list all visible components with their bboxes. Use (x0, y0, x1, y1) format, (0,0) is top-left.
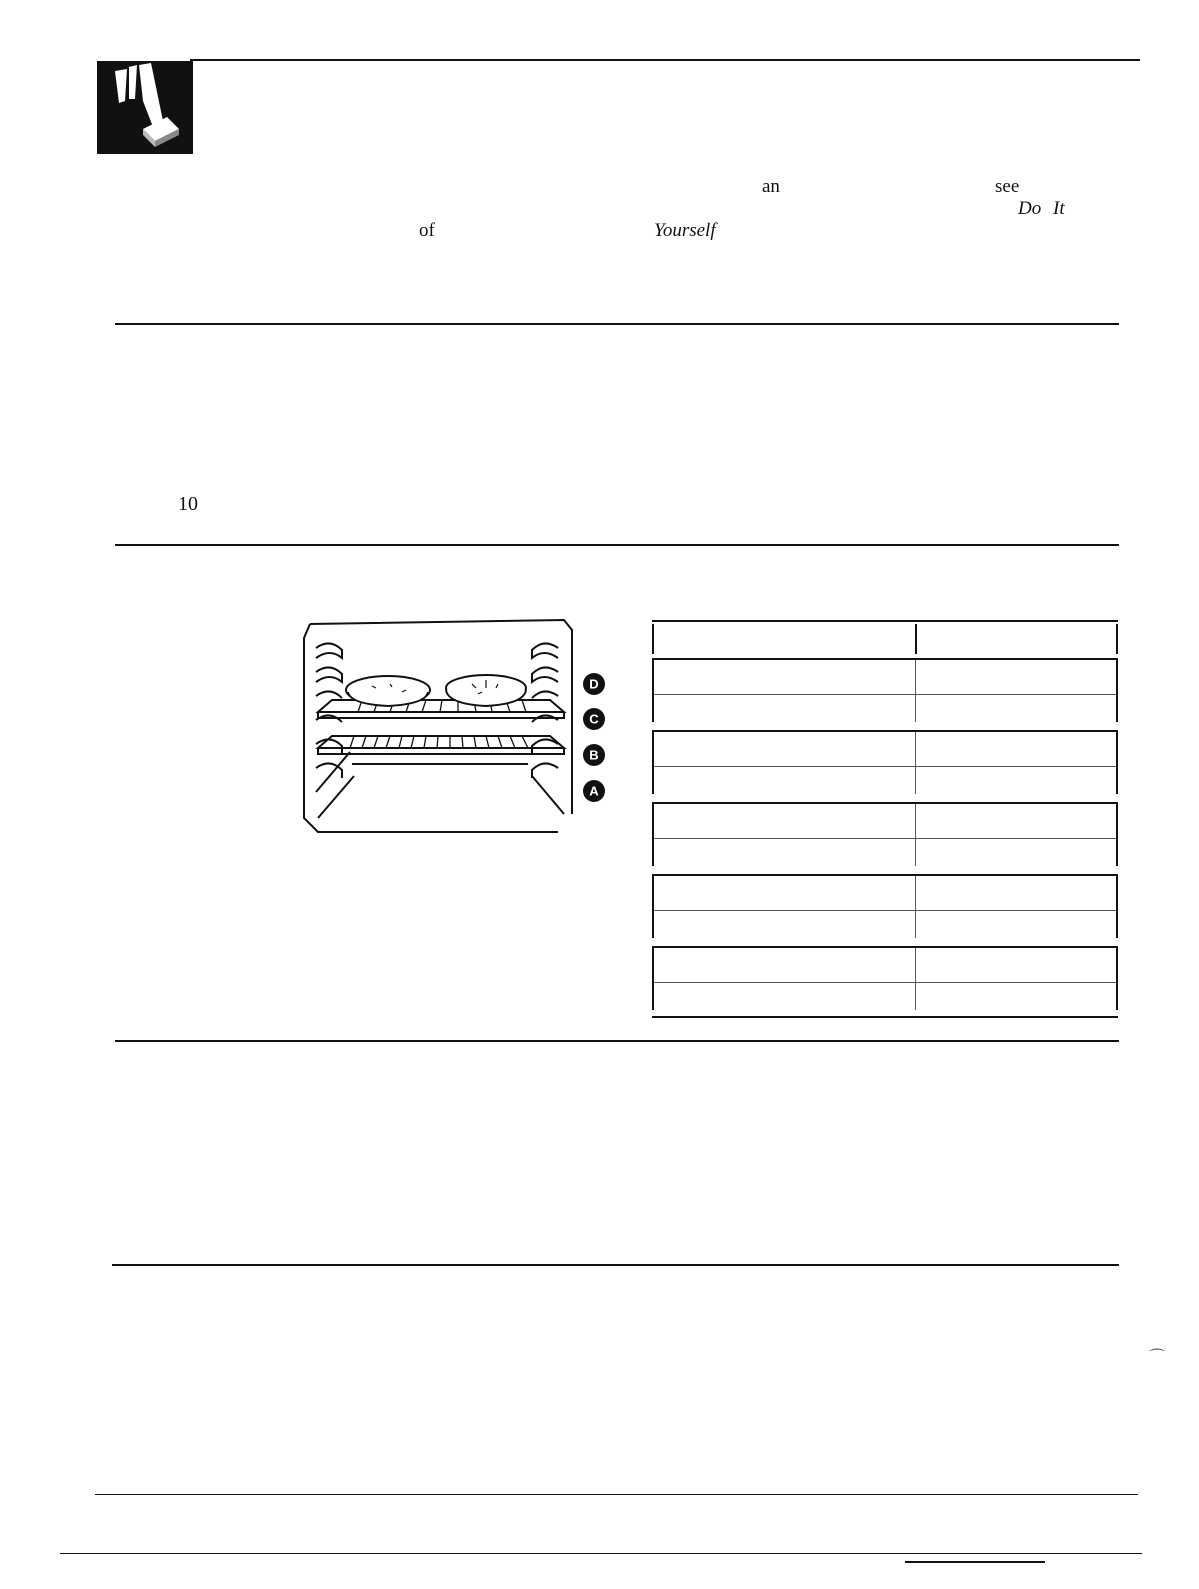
table-header-right-edge (1116, 624, 1118, 654)
intro-word-see: see (995, 176, 1020, 197)
intro-word-it: It (1053, 198, 1065, 219)
intro-word-yourself: Yourself (654, 220, 716, 241)
intro-word-an: an (762, 176, 780, 197)
table-top-border (652, 620, 1118, 622)
margin-mark: ⌒ (1149, 1349, 1166, 1366)
shelf-badge-a-icon (582, 779, 606, 803)
footer-rule-1 (95, 1494, 1138, 1495)
shelf-badge-c-icon (582, 707, 606, 731)
shelf-badge-d-icon (582, 672, 606, 696)
table-header-left-edge (652, 624, 654, 654)
shelf-badge-b-icon (582, 743, 606, 767)
footer-rule-3 (905, 1561, 1045, 1563)
shelf-label-d: D (589, 676, 599, 692)
section-rule-4 (112, 1264, 1119, 1266)
table-bottom-border (652, 1016, 1118, 1018)
intro-word-of: of (419, 220, 435, 241)
section-rule-2 (115, 544, 1119, 546)
footer-rule-2 (60, 1553, 1142, 1554)
shelf-label-c: C (589, 711, 599, 727)
table-header-divider (915, 624, 917, 654)
shelf-position-table (652, 620, 1118, 1020)
hand-pressing-button-icon (97, 61, 193, 154)
section-rule-3 (115, 1040, 1119, 1042)
header-rule (190, 59, 1140, 61)
intro-word-do: Do (1018, 198, 1042, 219)
oven-shelf-illustration (302, 618, 580, 836)
shelf-label-b: B (589, 747, 599, 763)
section-number: 10 (178, 493, 198, 515)
shelf-label-a: A (589, 783, 599, 799)
section-rule-1 (115, 323, 1119, 325)
